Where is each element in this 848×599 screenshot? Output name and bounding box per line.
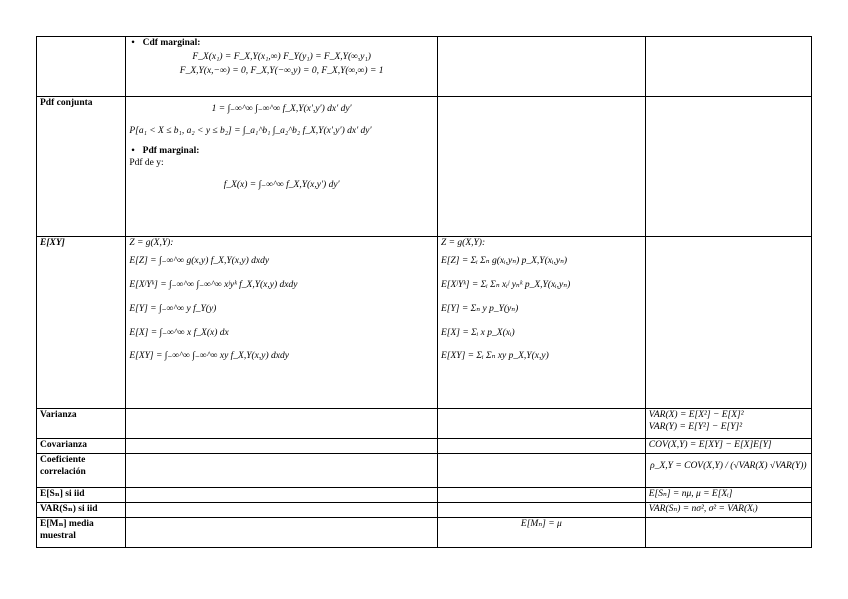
row-label: E[Sₙ] si iid <box>37 487 126 502</box>
empty-cell <box>437 37 645 97</box>
formula-line: E[XʲYᵏ] = ∫₋∞^∞ ∫₋∞^∞ xʲyᵏ f_X,Y(x,y) dxdy <box>129 279 298 290</box>
empty-cell <box>645 37 811 97</box>
formula-line: E[Y] = ∫₋∞^∞ y f_Y(y) <box>129 303 217 314</box>
formula-line: Z = g(X,Y): <box>129 238 174 248</box>
formula-line: VAR(Sₙ) = nσ², σ² = VAR(Xᵢ) <box>648 503 758 514</box>
sample-mean-cell <box>437 517 645 547</box>
empty-cell <box>126 502 438 517</box>
pdf-marginal-heading: • Pdf marginal: <box>129 146 434 158</box>
empty-cell <box>437 439 645 454</box>
table-row <box>37 409 812 439</box>
table-row <box>37 453 812 487</box>
row-label: Varianza <box>37 409 126 439</box>
formula-line: E[Z] = Σᵢ Σₙ g(xᵢ,yₙ) p_X,Y(xᵢ,yₙ) <box>440 255 568 266</box>
empty-cell <box>645 237 811 409</box>
covariance-cell <box>645 439 811 454</box>
formula-line: E[Z] = ∫₋∞^∞ g(x,y) f_X,Y(x,y) dxdy <box>129 255 270 266</box>
empty-cell <box>437 453 645 487</box>
formula-line: VAR(Y) = E[Y²] − E[Y]² <box>648 421 743 432</box>
correlation-cell <box>645 453 811 487</box>
empty-cell <box>126 409 438 439</box>
variance-cell <box>645 409 811 439</box>
formula-table <box>36 36 812 548</box>
formula-line: E[Y] = Σₙ y p_Y(yₙ) <box>440 303 519 314</box>
row-label: Pdf conjunta <box>37 97 126 237</box>
empty-cell <box>645 97 811 237</box>
pdf-subheading: Pdf de y: <box>129 157 164 168</box>
table-row <box>37 37 812 97</box>
expectation-discrete-cell <box>437 237 645 409</box>
formula-line: E[X] = Σᵢ x p_X(xᵢ) <box>440 327 515 338</box>
row-label: E[XY] <box>37 237 126 409</box>
formula-line: Z = g(X,Y): <box>440 238 486 248</box>
sum-mean-cell <box>645 487 811 502</box>
empty-cell <box>437 502 645 517</box>
empty-cell <box>645 517 811 547</box>
formula-line: 1 = ∫₋∞^∞ ∫₋∞^∞ f_X,Y(x′,y′) dx′ dy′ <box>211 104 352 114</box>
sum-variance-cell <box>645 502 811 517</box>
formula-line: E[XY] = ∫₋∞^∞ ∫₋∞^∞ xy f_X,Y(x,y) dxdy <box>129 351 289 362</box>
table-row <box>37 237 812 409</box>
cdf-marginal-heading: • Cdf marginal: <box>129 38 434 50</box>
empty-cell <box>437 97 645 237</box>
empty-cell <box>126 439 438 454</box>
empty-cell <box>437 409 645 439</box>
formula-line: E[XʲYᵏ] = Σᵢ Σₙ xᵢʲ yₙᵏ p_X,Y(xᵢ,yₙ) <box>440 279 571 290</box>
formula-line: E[Sₙ] = nμ, μ = E[Xᵢ] <box>648 488 733 499</box>
row-label <box>37 37 126 97</box>
empty-cell <box>126 517 438 547</box>
formula-line: E[Mₙ] = μ <box>520 518 562 529</box>
empty-cell <box>126 487 438 502</box>
pdf-conjunta-cell <box>126 97 438 237</box>
table-row <box>37 517 812 547</box>
formula-line: P[a₁ < X ≤ b₁, a₂ < y ≤ b₂] = ∫_a₁^b₁ ∫_a₂^b₂ f_X,Y(x′,y′) dx′ dy′ <box>129 125 372 136</box>
formula-line: ρ_X,Y = COV(X,Y) / (√VAR(X) √VAR(Y)) <box>650 460 807 471</box>
row-label: Covarianza <box>37 439 126 454</box>
empty-cell <box>126 453 438 487</box>
expectation-continuous-cell <box>126 237 438 409</box>
formula-line: COV(X,Y) = E[XY] − E[X]E[Y] <box>648 440 772 450</box>
formula-line: F_X,Y(x,−∞) = 0, F_X,Y(−∞,y) = 0, F_X,Y(∞,∞) = 1 <box>179 65 384 76</box>
empty-cell <box>437 487 645 502</box>
row-label: E[Mₙ] media muestral <box>37 517 126 547</box>
table-row <box>37 487 812 502</box>
formula-line: VAR(X) = E[X²] − E[X]² <box>648 410 744 420</box>
cdf-marginal-cell <box>126 37 438 97</box>
formula-line: E[XY] = Σᵢ Σₙ xy p_X,Y(x,y) <box>440 351 549 362</box>
formula-line: F_X(x₁) = F_X,Y(x₁,∞) F_Y(y₁) = F_X,Y(∞,y₁) <box>192 51 371 62</box>
formula-line: E[X] = ∫₋∞^∞ x f_X(x) dx <box>129 327 229 338</box>
row-label: VAR(Sₙ) si iid <box>37 502 126 517</box>
row-label: Coeficiente correlación <box>37 453 126 487</box>
table-row <box>37 502 812 517</box>
formula-line: f_X(x) = ∫₋∞^∞ f_X,Y(x,y′) dy′ <box>223 179 340 190</box>
table-row <box>37 97 812 237</box>
table-row <box>37 439 812 454</box>
